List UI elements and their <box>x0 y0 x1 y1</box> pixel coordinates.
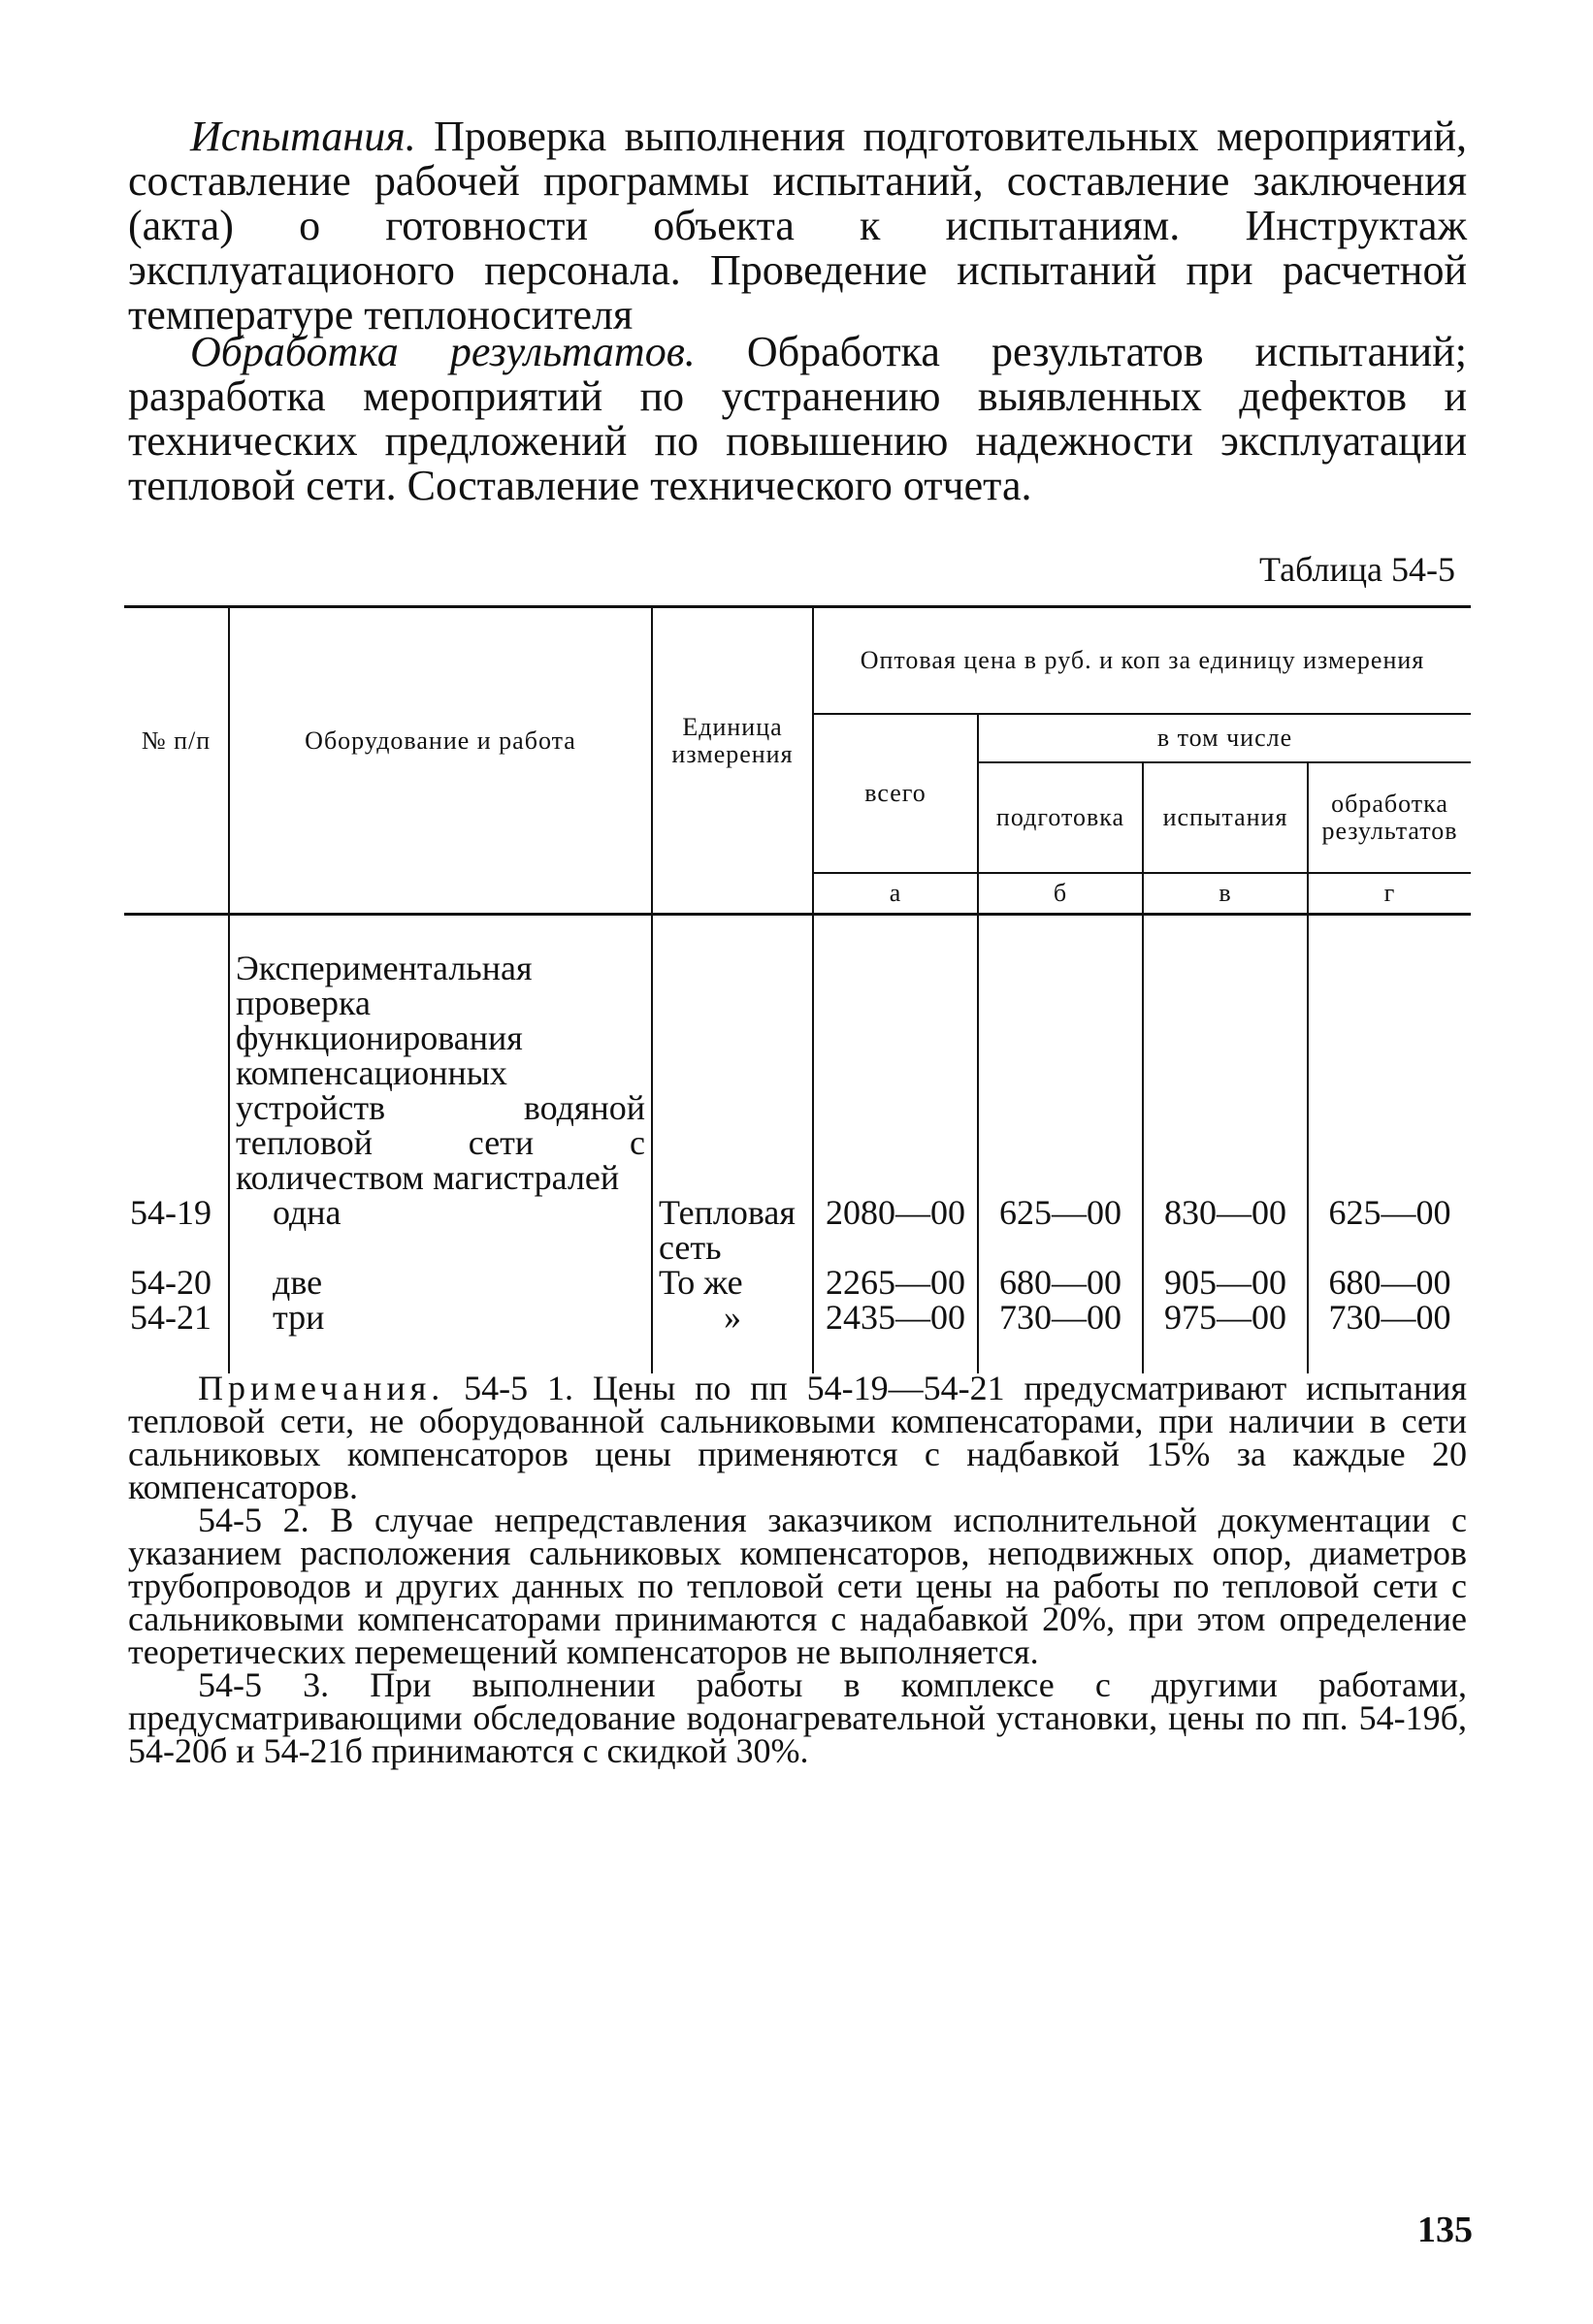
table-row <box>124 1300 1471 1373</box>
letter-total: а <box>813 873 978 915</box>
header-processing: обработка результатов <box>1308 762 1471 873</box>
letter-tests: в <box>1143 873 1308 915</box>
header-tests: испытания <box>1143 762 1308 873</box>
header-including: в том числе <box>978 714 1471 762</box>
row-prep: 730—00 <box>978 1300 1143 1373</box>
row-item: одна <box>229 1195 652 1265</box>
price-table <box>124 605 1471 1373</box>
note-1: 54-5 1. Цены по пп 54-19—54-21 предусматривают испытания тепловой сети, не оборудованной сальниковыми компенсаторами, при наличии в сети сальниковых компенсаторов цены применяются с надбавкой 15% за каждые 20 компенсаторов. <box>128 1369 1467 1506</box>
table-caption: Таблица 54-5 <box>1259 550 1455 589</box>
header-price-group: Оптовая цена в руб. и коп за единицу измерения <box>813 607 1471 715</box>
table-row <box>124 1195 1471 1265</box>
header-unit: Единица измерения <box>652 607 813 874</box>
page-number: 135 <box>1417 2210 1473 2250</box>
row-unit: » <box>652 1300 813 1373</box>
paragraph-processing-text: Обработка результатов испытаний; разработка мероприятий по устранению выявленных дефектов и технических предложений по повышению надежности эксплуатации тепловой сети. Составление технического отчета. <box>128 328 1467 509</box>
table-row <box>124 1265 1471 1300</box>
row-tests: 830—00 <box>1143 1195 1308 1265</box>
row-total: 2435—00 <box>813 1300 978 1373</box>
row-processing: 730—00 <box>1308 1300 1471 1373</box>
note-3: 54-5 3. При выполнении работы в комплексе с другими работами, предусматривающими обследование водонагревательной установки, цены по пп. 54-19б, 54-20б и 54-21б принимаются с скидкой 30%. <box>128 1665 1467 1770</box>
row-item: две <box>229 1265 652 1300</box>
row-total: 2265—00 <box>813 1265 978 1300</box>
header-total: всего <box>813 714 978 873</box>
paragraph-tests-lead: Испытания. <box>190 113 416 160</box>
row-total: 2080—00 <box>813 1195 978 1265</box>
letter-prep: б <box>978 873 1143 915</box>
row-prep: 680—00 <box>978 1265 1143 1300</box>
row-number: 54-21 <box>130 1298 211 1337</box>
header-prep: подготовка <box>978 762 1143 873</box>
notes <box>128 1369 1467 1770</box>
paragraph-tests-text: Проверка выполнения подготовительных мероприятий, составление рабочей программы испытаний, составление заключения (акта) о готовности объекта к испытаниям. Инструктаж эксплуатационого персонала. Проведение испытаний при расчетной температуре теплоносителя <box>128 113 1467 339</box>
row-number: 54-19 <box>130 1193 211 1232</box>
notes-label: Примечания. <box>198 1369 445 1407</box>
paragraph-processing-lead: Обработка результатов. <box>190 328 696 375</box>
paragraph-tests <box>128 114 1467 338</box>
row-tests: 905—00 <box>1143 1265 1308 1300</box>
row-processing: 625—00 <box>1308 1195 1471 1265</box>
header-number: № п/п <box>141 726 211 755</box>
paragraph-processing <box>128 330 1467 508</box>
row-unit: Тепловая сеть <box>652 1195 813 1265</box>
row-processing: 680—00 <box>1308 1265 1471 1300</box>
row-tests: 975—00 <box>1143 1300 1308 1373</box>
row-number: 54-20 <box>130 1263 211 1302</box>
row-prep: 625—00 <box>978 1195 1143 1265</box>
row-unit: То же <box>652 1265 813 1300</box>
header-equipment: Оборудование и работа <box>229 607 652 874</box>
group-description: Экспериментальная проверка функционирования компенсационных устройств водяной тепловой сети с количеством магистралей <box>229 915 652 1196</box>
letter-processing: г <box>1308 873 1471 915</box>
note-2: 54-5 2. В случае непредставления заказчиком исполнительной документации с указанием расположения сальниковых компенсаторов, неподвижных опор, диаметров трубопроводов и других данных по тепловой сети цены на работы по тепловой сети с сальниковыми компенсаторами принимаются с надабавкой 20%, при этом определение теоретических перемещений компенсаторов не выполняется. <box>128 1501 1467 1671</box>
row-item: три <box>229 1300 652 1373</box>
